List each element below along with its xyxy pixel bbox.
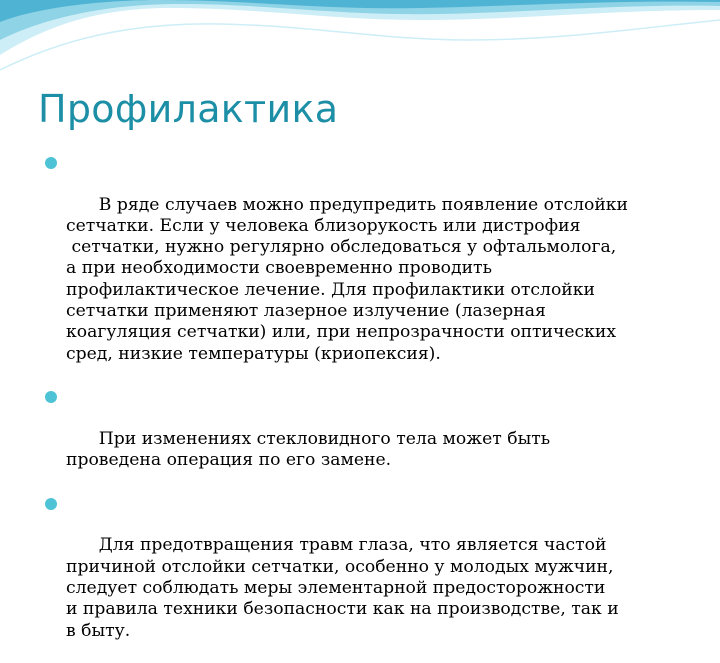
- slide-title: Профилактика: [38, 87, 339, 131]
- bullet-text: В ряде случаев можно предупредить появление отслойки сетчатки. Если у человека близорукость или дистрофия сетчатки, нужно регулярно обследоваться у офтальмолога, а при необходимости своевременно проводить профилактическое лечение. Для профилактики отслойки сетчатки применяют лазерное излучение (лазерная коагуляция сетчатки) или, при непрозрачности оптических сред, низкие температуры (криопексия).: [66, 194, 628, 364]
- bullet-item-detachment-prevention: [44, 152, 684, 386]
- bullet-list: [44, 152, 684, 663]
- bullet-text: При изменениях стекловидного тела может быть проведена операция по его замене.: [66, 428, 551, 471]
- bullet-item-vitreous-surgery: [44, 386, 684, 492]
- bullet-dot-icon: [45, 498, 57, 510]
- bullet-text: Для предотвращения травм глаза, что является частой причиной отслойки сетчатки, особенно у молодых мужчин, следует соблюдать меры элементарной предосторожности и правила техники безопасности как на производстве, так и в быту.: [66, 535, 619, 641]
- bullet-item-injury-prevention: [44, 493, 684, 663]
- bullet-dot-icon: [45, 157, 57, 169]
- bullet-dot-icon: [45, 391, 57, 403]
- header-wave-decoration: [0, 0, 720, 90]
